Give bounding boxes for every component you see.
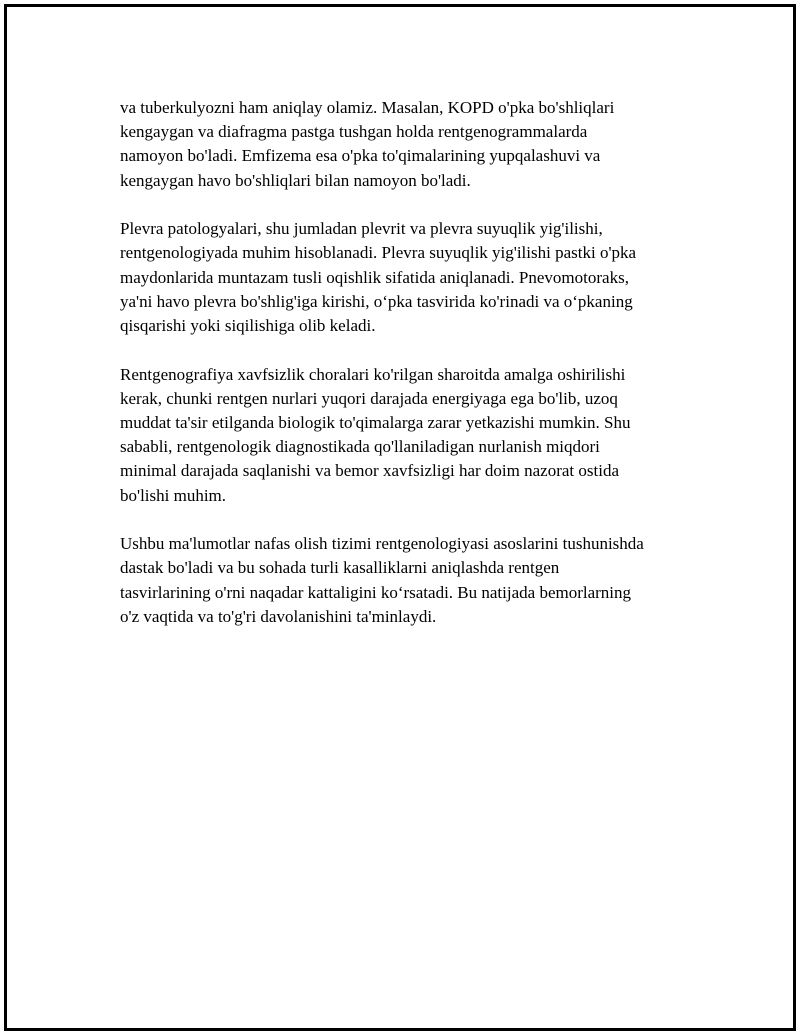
text-line: o'z vaqtida va to'g'ri davolanishini ta'minlaydi. [120,606,437,626]
text-line: tasvirlarining o'rni naqadar kattaligini ko‘rsatadi. Bu natijada bemorlarning [120,582,632,602]
text-line: Plevra patologyalari, shu jumladan plevrit va plevra suyuqlik yig'ilishi, [120,219,603,239]
page-frame [4,4,796,1031]
document-body [120,96,700,653]
text-line: rentgenologiyada muhim hisoblanadi. Plevra suyuqlik yig'ilishi pastki o'pka [120,243,637,263]
text-line: va tuberkulyozni ham aniqlay olamiz. Masalan, KOPD o'pka bo'shliqlari [120,98,615,117]
paragraph-conclusion [120,532,700,629]
text-line: dastak bo'ladi va bu sohada turli kasalliklarni aniqlashda rentgen [120,558,560,578]
text-line: ya'ni havo plevra bo'shlig'iga kirishi, o‘pka tasvirida ko'rinadi va o‘pkaning [120,291,633,311]
paragraph-lung-diseases [120,96,700,193]
text-line: Rentgenografiya xavfsizlik choralari ko'rilgan sharoitda amalga oshirilishi [120,364,626,384]
text-line: muddat ta'sir etilganda biologik to'qimalarga zarar yetkazishi mumkin. Shu [120,413,631,433]
text-line: maydonlarida muntazam tusli oqishlik sifatida aniqlanadi. Pnevomotoraks, [120,267,629,287]
text-line: kerak, chunki rentgen nurlari yuqori darajada energiyaga ega bo'lib, uzoq [120,388,618,408]
text-line: qisqarishi yoki siqilishiga olib keladi. [120,316,376,336]
paragraph-pleural-pathology [120,217,700,338]
paragraph-safety-measures [120,363,700,508]
text-line: kengaygan havo bo'shliqlari bilan namoyon bo'ladi. [120,170,471,190]
text-line: kengaygan va diafragma pastga tushgan holda rentgenogrammalarda [120,122,588,142]
text-line: bo'lishi muhim. [120,485,227,505]
text-line: namoyon bo'ladi. Emfizema esa o'pka to'qimalarining yupqalashuvi va [120,146,601,166]
text-line: minimal darajada saqlanishi va bemor xavfsizligi har doim nazorat ostida [120,461,619,481]
text-line: sababli, rentgenologik diagnostikada qo'llaniladigan nurlanish miqdori [120,437,600,457]
text-line: Ushbu ma'lumotlar nafas olish tizimi rentgenologiyasi asoslarini tushunishda [120,534,644,554]
